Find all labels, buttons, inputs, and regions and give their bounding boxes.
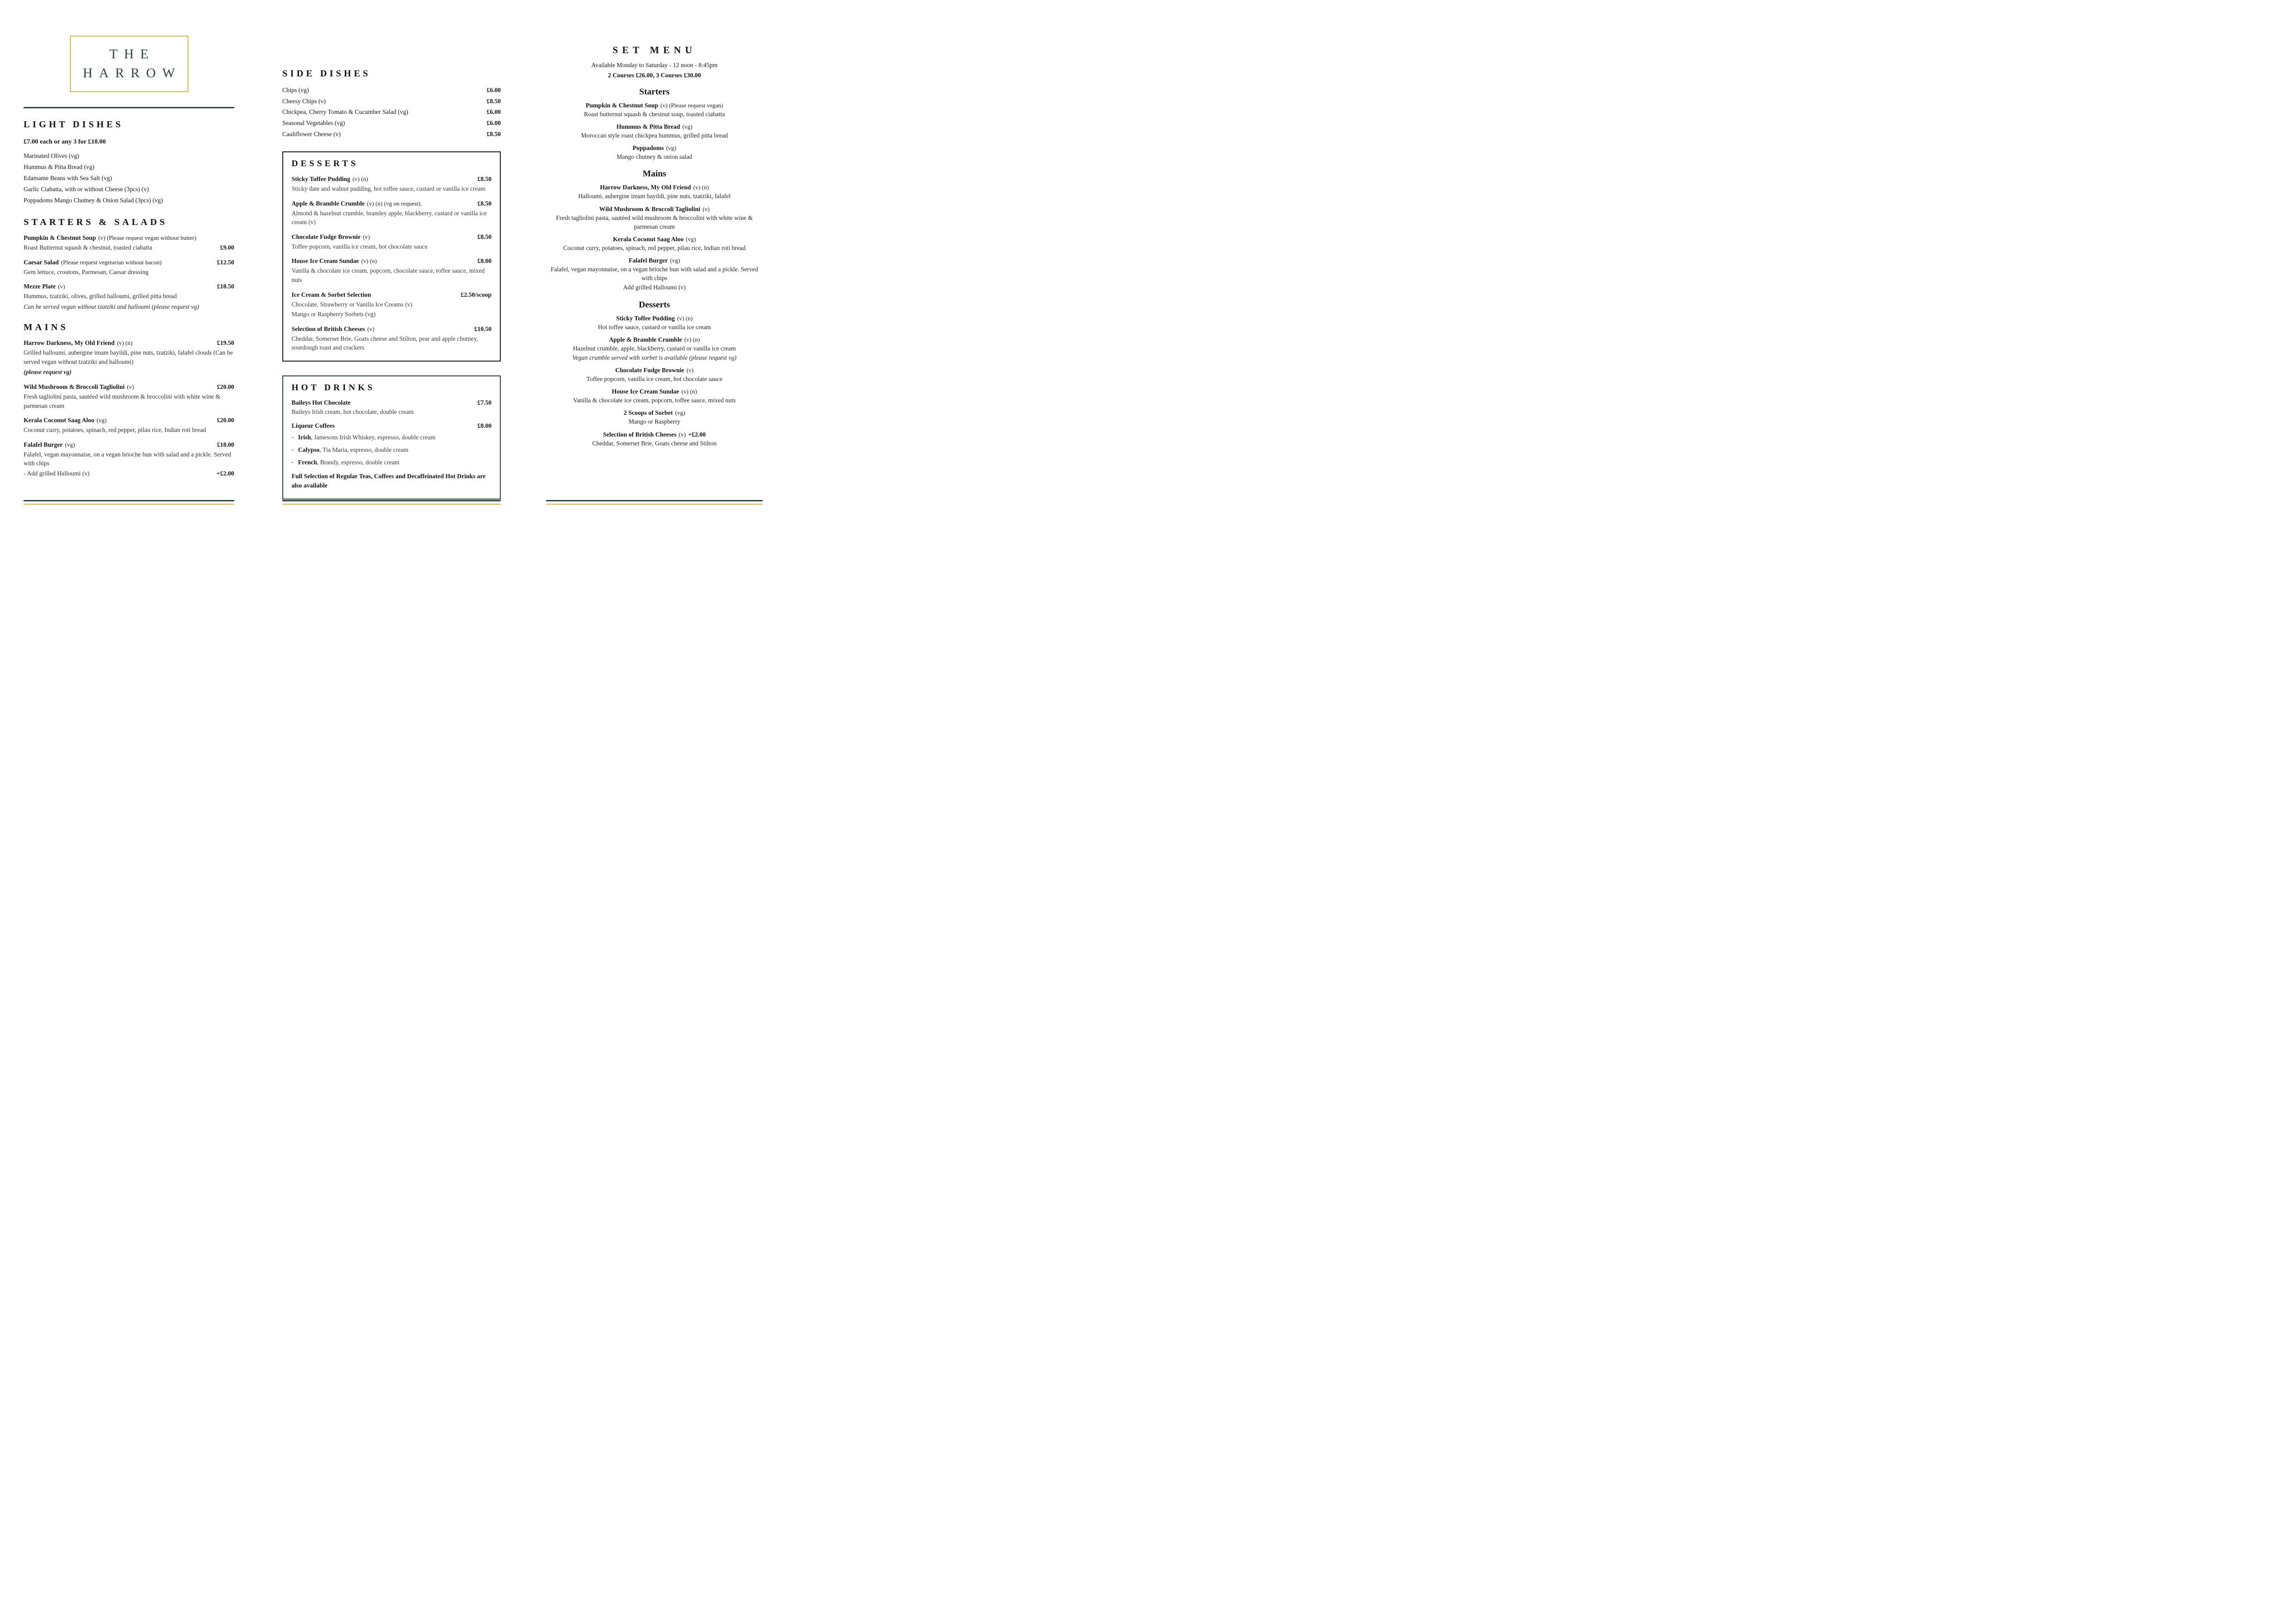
menu-item-name: Cheesy Chips (v) [282, 97, 326, 105]
menu-item-price: £20.00 [217, 417, 234, 424]
set-menu-subsection-starters: Starters [639, 87, 670, 97]
menu-item-name: Kerala Coconut Saag Aloo [613, 235, 684, 243]
menu-item-tags: (v) [127, 383, 134, 391]
menu-item-tags: (v) [686, 367, 694, 374]
menu-item-price: £8.00 [477, 257, 492, 265]
menu-item [546, 102, 763, 119]
menu-item-name: House Ice Cream Sundae [611, 388, 679, 395]
menu-item-name: Liqueur Coffees [292, 422, 335, 430]
divider-gold [282, 504, 501, 505]
menu-item-price: £18.00 [217, 441, 234, 448]
menu-item [24, 234, 234, 252]
menu-item-description: Mango chutney & onion salad [616, 153, 692, 161]
variant-label: Calypso [298, 446, 320, 454]
menu-item-name-line [292, 291, 371, 299]
menu-item-tags: (vg) [670, 257, 680, 264]
menu-item-description: Cheddar, Somerset Brie, Goats cheese and Stilton [592, 439, 717, 447]
menu-item-description: Gem lettuce, croutons, Parmesan, Caesar dressing [24, 268, 149, 275]
menu-item-name-line [546, 123, 763, 131]
menu-item [282, 85, 501, 96]
menu-item [292, 200, 492, 227]
menu-item [282, 129, 501, 140]
menu-item: Hummus & Pitta Bread (vg) [24, 163, 94, 171]
menu-item-description: Roast butternut squash & chestnut soup, toasted ciabatta [584, 111, 725, 118]
menu-item-tags: (vg) [685, 235, 696, 243]
menu-item-name: Mezze Plate [24, 283, 56, 290]
menu-item-name: Poppadoms [632, 144, 664, 152]
menu-item [546, 367, 763, 383]
menu-item-price: £6.00 [486, 87, 501, 94]
menu-item-name-line [546, 388, 763, 395]
variant-description: , Jamesons Irish Whiskey, espresso, double cream [311, 434, 436, 441]
menu-item-price: £12.50 [217, 258, 234, 266]
menu-item-name-line [292, 257, 377, 265]
menu-item-description: Falafel, vegan mayonnaise, on a vegan brioche bun with salad and a pickle. Served with chips [24, 450, 231, 467]
bullet-dash: - [292, 458, 294, 466]
light-dishes-list [24, 150, 234, 206]
menu-item-name: Pumpkin & Chestnut Soup [585, 102, 659, 109]
menu-item-name: Chocolate Fudge Brownie [615, 367, 684, 374]
menu-item-price: £6.00 [486, 108, 501, 116]
menu-item-tags: (vg) [666, 144, 677, 152]
menu-item [546, 206, 763, 231]
menu-item-name-line [546, 236, 763, 243]
menu-item-description: Moroccan style roast chickpea hummus, grilled pitta bread [581, 132, 728, 139]
menu-item-name: Apple & Bramble Crumble [292, 200, 365, 207]
menu-item-price: £8.50 [477, 175, 492, 183]
menu-item-description: Sticky date and walnut pudding, hot toffee sauce, custard or vanilla ice cream [292, 185, 485, 193]
menu-item [24, 416, 234, 435]
variant-text [298, 458, 399, 467]
menu-item-tags: (vg) [675, 409, 685, 417]
menu-item [24, 339, 234, 377]
menu-item [24, 441, 234, 478]
menu-item-name: Ice Cream & Sorbet Selection [292, 291, 371, 298]
menu-item-name-line [546, 336, 763, 344]
menu-item-tags: (v) [678, 431, 686, 438]
menu-item-name: Cauliflower Cheese (v) [282, 130, 341, 137]
menu-item-addon-price: +£2.00 [216, 469, 234, 477]
menu-item-name: Selection of British Cheeses [603, 431, 677, 438]
menu-item-name-line [24, 258, 162, 267]
menu-item: Poppadoms Mango Chutney & Onion Salad (3pcs) (vg) [24, 197, 163, 204]
menu-item: Marinated Olives (vg) [24, 152, 79, 159]
bullet-dash: - [292, 433, 294, 441]
menu-item-name: House Ice Cream Sundae [292, 257, 359, 265]
menu-item-price: £10.50 [474, 325, 492, 332]
section-title-starters-salads: STARTERS & SALADS [24, 217, 168, 228]
menu-item [292, 399, 492, 417]
menu-item-tags: (v) (n) [117, 339, 133, 347]
liqueur-coffee-variant [292, 445, 492, 455]
menu-item-name-line [546, 102, 763, 109]
menu-item-description: Toffee popcorn, vanilla ice cream, hot chocolate sauce [586, 375, 722, 383]
menu-item [546, 409, 763, 426]
divider-green [24, 500, 234, 501]
set-menu-subsection-mains: Mains [642, 169, 666, 179]
menu-item-name: Harrow Darkness, My Old Friend [600, 184, 691, 191]
divider-green [546, 500, 763, 501]
menu-item-price: £18.50 [217, 283, 234, 290]
menu-item-price: £2.50/scoop [460, 291, 492, 298]
divider-gold [24, 504, 234, 505]
menu-item-note: Vegan crumble served with sorbet is available (please request vg) [572, 354, 737, 361]
menu-item-name: Baileys Hot Chocolate [292, 399, 351, 406]
menu-item-tags: (v) (n) [684, 336, 700, 343]
menu-item-name: Hummus & Pitta Bread [616, 123, 680, 131]
menu-item-description: Chocolate, Strawberry or Vanilla Ice Creams (v) [292, 300, 413, 308]
menu-item-tags: (v) (n) (vg on request). [367, 200, 422, 207]
menu-item-price: £7.50 [477, 399, 492, 406]
menu-item-description: Cheddar, Somerset Brie, Goats cheese and Stilton, pear and apple chutney, sourdough toast and crackers [292, 335, 478, 351]
menu-item-description: Vanilla & chocolate ice cream, popcorn, toffee sauce, mixed nuts [573, 397, 736, 404]
menu-item-description: Mango or Raspberry [628, 418, 680, 425]
menu-item-description: Baileys Irish cream, hot chocolate, double cream [292, 408, 414, 415]
column-set-menu [546, 0, 763, 448]
menu-item-tags: (v) (Please request vegan without butter) [98, 234, 197, 242]
menu-item-tags: (v) (n) [352, 175, 368, 183]
menu-item-tags: (vg) [96, 417, 107, 424]
menu-item-addon: Add grilled Halloumi (v) [623, 284, 686, 291]
section-title-mains: MAINS [24, 322, 68, 333]
menu-item-description: Hot toffee sauce, custard or vanilla ice cream [597, 323, 711, 331]
menu-item-name-line [546, 184, 763, 191]
menu-item-name: Sticky Toffee Pudding [616, 314, 675, 322]
menu-item-name: Selection of British Cheeses [292, 325, 365, 332]
menu-item-description: Hummus, tzatziki, olives, grilled halloumi, grilled pitta bread [24, 293, 177, 300]
menu-item-name: Pumpkin & Chestnut Soup [24, 234, 96, 242]
light-dishes-pricing-note: £7.00 each or any 3 for £18.00 [24, 138, 106, 145]
menu-item-name-line [546, 431, 763, 438]
hot-drinks-box [282, 375, 501, 500]
menu-item-name: Harrow Darkness, My Old Friend [24, 339, 115, 347]
menu-item-tags: (v) (n) [693, 184, 709, 191]
menu-item-note: Can be served vegan without tzatziki and halloumi (please request vg) [24, 303, 199, 310]
logo-line-2: HARROW [83, 66, 181, 81]
menu-item [292, 175, 492, 194]
divider-green [24, 107, 234, 108]
divider-green [282, 500, 501, 501]
menu-item-name: Chickpea, Cherry Tomato & Cucumber Salad (vg) [282, 108, 409, 116]
menu-item-description: Vanilla & chocolate ice cream, popcorn, chocolate sauce, toffee sauce, mixed nuts [292, 267, 485, 283]
menu-item-price: £9.00 [220, 244, 234, 251]
menu-item [546, 388, 763, 405]
menu-item-description: Falafel, vegan mayonnaise, on a vegan brioche bun with salad and a pickle. Served with chips [550, 266, 759, 282]
menu-item-price: £20.00 [217, 383, 234, 391]
menu-item-name-line [292, 233, 370, 241]
menu-item-name: Chips (vg) [282, 87, 309, 94]
menu-item [24, 258, 234, 277]
menu-item: Edamame Beans with Sea Salt (vg) [24, 175, 112, 182]
menu-item-tags: (v) [363, 233, 370, 240]
menu-item-name-line [292, 175, 368, 183]
menu-item-description: Roast Butternut squash & chestnut, toasted ciabatta [24, 244, 152, 251]
menu-item [292, 233, 492, 251]
menu-item-description: Hazelnut crumble, apple, blackberry, custard or vanilla ice cream [573, 344, 736, 352]
menu-item-tags: (v) (n) [681, 388, 697, 395]
side-dishes-list [282, 85, 501, 139]
menu-item-description: Grilled halloumi, aubergine imam bayildi, pine nuts, tzatziki, falafel clouds (Can be served vegan without tzatziki and halloumi) [24, 349, 233, 365]
menu-item [546, 236, 763, 252]
menu-item [292, 422, 492, 467]
section-title-side-dishes: SIDE DISHES [282, 69, 371, 79]
menu-item-description: Fresh tagliolini pasta, sautéed wild mushroom & broccolini with white wine & parmesan cream [556, 214, 753, 230]
menu-item [282, 106, 501, 118]
menu-item-name: Caesar Salad [24, 258, 59, 266]
menu-item [546, 315, 763, 331]
footer-divider [24, 500, 234, 505]
menu-item [292, 257, 492, 284]
menu-item-tags: (v) [367, 325, 374, 332]
section-title-hot-drinks: HOT DRINKS [292, 382, 375, 393]
menu-item [546, 257, 763, 292]
section-title-set-menu: SET MENU [612, 44, 697, 56]
set-menu-subsection-desserts: Desserts [639, 300, 670, 310]
liqueur-coffee-variant [292, 458, 492, 467]
menu-item-name-line [546, 367, 763, 374]
menu-item [282, 96, 501, 107]
menu-item-name-line [24, 282, 65, 291]
logo-line-1: THE [109, 47, 155, 62]
menu-item-price: £8.50 [486, 130, 501, 137]
menu-item [24, 282, 234, 311]
divider-gold [546, 504, 763, 505]
menu-item: Garlic Ciabatta, with or without Cheese (3pcs) (v) [24, 186, 149, 193]
variant-text [298, 433, 436, 442]
liqueur-coffee-variant [292, 433, 492, 442]
menu-item-tags: (v) [703, 205, 710, 212]
desserts-box [282, 151, 501, 362]
menu-item-name-line [546, 257, 763, 264]
menu-item-description: Coconut curry, potatoes, spinach, red pepper, pilau rice, Indian roti bread [563, 244, 746, 251]
section-title-desserts: DESSERTS [292, 159, 359, 169]
footer-divider [282, 500, 501, 505]
menu-item-description: Fresh tagliolini pasta, sautéed wild mushroom & broccolini with white wine & parmesan cream [24, 393, 221, 409]
menu-item [292, 291, 492, 319]
menu-item [24, 383, 234, 410]
menu-item-name-line [546, 144, 763, 152]
menu-item-name: 2 Scoops of Sorbet [623, 409, 673, 417]
menu-item-name: Chocolate Fudge Brownie [292, 233, 361, 240]
menu-item-name-line [24, 383, 134, 391]
hot-drinks-note: Full Selection of Regular Teas, Coffees and Decaffeinated Hot Drinks are also available [292, 472, 486, 489]
menu-item [282, 118, 501, 129]
variant-text [298, 445, 408, 455]
menu-item-name: Apple & Bramble Crumble [609, 336, 682, 343]
menu-item [292, 325, 492, 352]
menu-item-tags: (vg) [682, 123, 693, 131]
section-title-light-dishes: LIGHT DISHES [24, 119, 124, 130]
menu-item-tags: (v) (n) [361, 257, 377, 265]
menu-item-price: £8.50 [477, 233, 492, 240]
menu-item-price: £6.00 [486, 119, 501, 126]
restaurant-logo [70, 36, 188, 92]
menu-item-description: Toffee popcorn, vanilla ice cream, hot chocolate sauce [292, 243, 428, 250]
menu-item-description: Almond & hazelnut crumble, bramley apple, blackberry, custard or vanilla ice cream (v) [292, 209, 487, 226]
menu-item [546, 144, 763, 161]
variant-description: , Tia Maria, espresso, double cream [319, 446, 409, 454]
menu-item-tags: (Please request vegetarian without bacon) [61, 258, 162, 266]
menu-item-name-line [292, 325, 374, 333]
menu-item-name-line [24, 416, 106, 425]
menu-item [546, 123, 763, 140]
menu-item [546, 184, 763, 200]
set-menu-availability: Available Monday to Saturday - 12 noon - 8:45pm [591, 62, 718, 69]
variant-label: Irish [298, 434, 311, 441]
menu-item-description: Mango or Raspberry Sorbets (vg) [292, 311, 376, 318]
footer-divider [546, 500, 763, 505]
menu-item-price: £8.00 [477, 422, 492, 430]
menu-item-name-line [546, 409, 763, 417]
menu-item-description: Coconut curry, potatoes, spinach, red pepper, pilau rice, Indian roti bread [24, 426, 206, 434]
menu-item-tags: (v) (n) [677, 314, 693, 322]
menu-item-price: £8.50 [477, 200, 492, 207]
menu-item-name-line [24, 339, 132, 347]
menu-item-note: (please request vg) [24, 369, 72, 376]
variant-label: French [298, 459, 317, 466]
menu-item-name: Sticky Toffee Pudding [292, 175, 350, 183]
menu-item [546, 431, 763, 448]
menu-item [546, 336, 763, 362]
column-light-starters-mains [24, 0, 234, 478]
set-menu-pricing: 2 Courses £26.00, 3 Courses £30.00 [608, 72, 701, 79]
menu-item-tags: (vg) [65, 441, 75, 448]
menu-item-name: Falafel Burger [24, 441, 63, 448]
menu-item-name-line [546, 206, 763, 213]
menu-item-name: Seasonal Vegetables (vg) [282, 119, 345, 126]
menu-item-name: Falafel Burger [628, 257, 668, 264]
menu-item-name: Kerala Coconut Saag Aloo [24, 417, 94, 424]
menu-item-tags: (v) (Please request vegan) [660, 102, 723, 109]
menu-item-price: £8.50 [486, 97, 501, 105]
menu-item-price: £19.50 [217, 339, 234, 347]
column-sides-desserts-drinks [282, 0, 501, 500]
menu-item-name-line [24, 441, 75, 449]
menu-item-description: Halloumi, aubergine imam bayildi, pine nuts, tzatziki, falafel [578, 193, 731, 200]
menu-item-name: Wild Mushroom & Broccoli Tagliolini [24, 383, 125, 391]
menu-item-name: Wild Mushroom & Broccoli Tagliolini [599, 205, 701, 212]
variant-description: , Brandy, espresso, double cream [317, 459, 399, 466]
menu-item-name-line [24, 234, 196, 242]
menu-item-name-line [546, 315, 763, 322]
menu-item-tags: (v) [58, 283, 65, 290]
menu-item-addon: - Add grilled Halloumi (v) [24, 469, 90, 477]
menu-item-name-line [292, 200, 422, 208]
menu-item-price: +£2.00 [688, 431, 706, 438]
bullet-dash: - [292, 446, 294, 453]
